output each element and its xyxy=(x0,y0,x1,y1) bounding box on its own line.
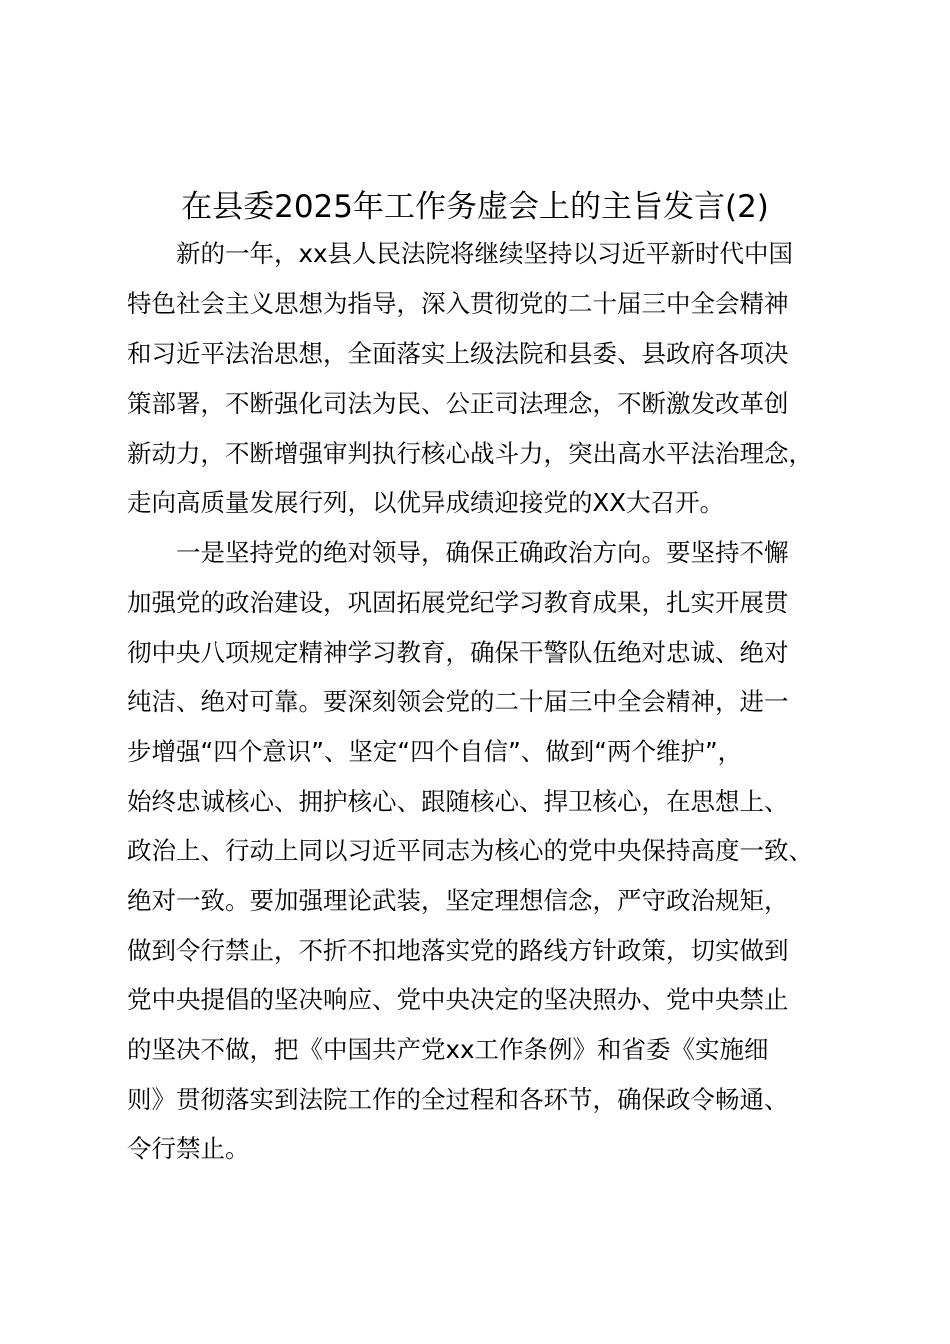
paragraph-line: 特色社会主义思想为指导，深入贯彻党的二十届三中全会精神 xyxy=(127,289,789,318)
paragraph-line: 则》贯彻落实到法院工作的全过程和各环节，确保政令畅通、 xyxy=(127,1085,789,1114)
paragraph-line: 新的一年，xx县人民法院将继续坚持以习近平新时代中国 xyxy=(176,239,793,268)
document-title: 在县委2025年工作务虚会上的主旨发言(2) xyxy=(181,189,769,225)
paragraph-line: 政治上、行动上同以习近平同志为核心的党中央保持高度一致、 xyxy=(127,836,813,865)
paragraph-line: 走向高质量发展行列，以优异成绩迎接党的XX大召开。 xyxy=(127,488,725,517)
paragraph-line: 绝对一致。要加强理论武装，坚定理想信念，严守政治规矩， xyxy=(127,886,789,915)
paragraph-line: 一是坚持党的绝对领导，确保正确政治方向。要坚持不懈 xyxy=(176,538,789,567)
paragraph-line: 党中央提倡的坚决响应、党中央决定的坚决照办、党中央禁止 xyxy=(127,985,789,1014)
paragraph-line: 的坚决不做，把《中国共产党xx工作条例》和省委《实施细 xyxy=(127,1035,769,1064)
paragraph-line: 始终忠诚核心、拥护核心、跟随核心、捍卫核心，在思想上、 xyxy=(127,787,789,816)
paragraph-line: 令行禁止。 xyxy=(127,1134,250,1163)
paragraph-line: 策部署，不断强化司法为民、公正司法理念，不断激发改革创 xyxy=(127,389,789,418)
paragraph-line: 加强党的政治建设，巩固拓展党纪学习教育成果，扎实开展贯 xyxy=(127,588,789,617)
paragraph-line: 纯洁、绝对可靠。要深刻领会党的二十届三中全会精神，进一 xyxy=(127,687,789,716)
paragraph-line: 和习近平法治思想，全面落实上级法院和县委、县政府各项决 xyxy=(127,339,789,368)
paragraph-line: 新动力，不断增强审判执行核心战斗力，突出高水平法治理念， xyxy=(127,439,813,468)
paragraph-line: 做到令行禁止，不折不扣地落实党的路线方针政策，切实做到 xyxy=(127,936,789,965)
paragraph-line: 步增强“四个意识”、坚定“四个自信”、做到“两个维护”， xyxy=(127,737,743,766)
paragraph-line: 彻中央八项规定精神学习教育，确保干警队伍绝对忠诚、绝对 xyxy=(127,638,789,667)
